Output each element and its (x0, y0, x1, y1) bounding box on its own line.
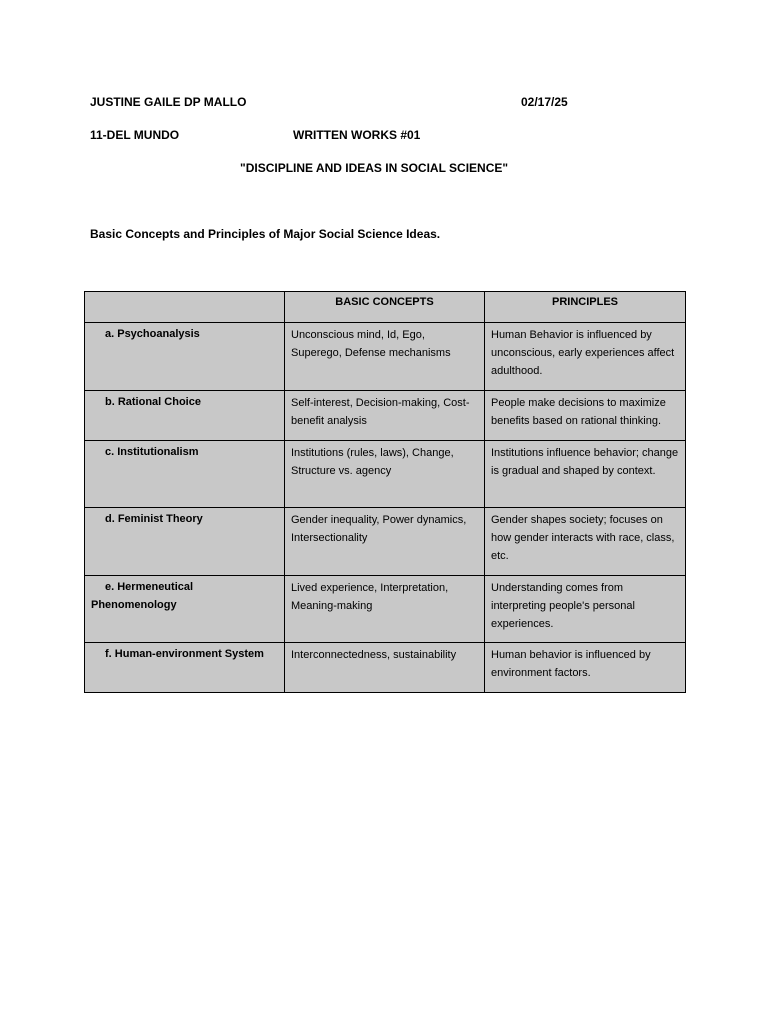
header-cell-principles: PRINCIPLES (485, 292, 686, 323)
principles-cell: People make decisions to maximize benefits based on rational thinking. (485, 391, 686, 441)
concepts-cell: Lived experience, Interpretation, Meaning-making (285, 576, 485, 643)
concepts-cell: Institutions (rules, laws), Change, Structure vs. agency (285, 441, 485, 508)
principles-cell: Human Behavior is influenced by unconscious, early experiences affect adulthood. (485, 323, 686, 391)
idea-label: f. Human-environment System (105, 648, 264, 660)
idea-cell (85, 391, 285, 441)
principles-cell: Institutions influence behavior; change is gradual and shaped by context. (485, 441, 686, 508)
idea-label: d. Feminist Theory (105, 513, 203, 525)
idea-label: b. Rational Choice (105, 396, 201, 408)
concepts-cell: Interconnectedness, sustainability (285, 643, 485, 693)
idea-cell (85, 643, 285, 693)
concepts-table (84, 291, 686, 693)
idea-label: e. Hermeneutical Phenomenology (91, 581, 194, 611)
document-title: "DISCIPLINE AND IDEAS IN SOCIAL SCIENCE" (240, 161, 509, 175)
assignment-label: WRITTEN WORKS #01 (293, 128, 421, 142)
table-row (85, 643, 686, 693)
student-name: JUSTINE GAILE DP MALLO (90, 95, 247, 109)
document-date: 02/17/25 (521, 95, 568, 109)
concepts-cell: Self-interest, Decision-making, Cost-benefit analysis (285, 391, 485, 441)
concepts-cell: Unconscious mind, Id, Ego, Superego, Defense mechanisms (285, 323, 485, 391)
idea-cell (85, 323, 285, 391)
principles-cell: Human behavior is influenced by environment factors. (485, 643, 686, 693)
principles-cell: Understanding comes from interpreting people's personal experiences. (485, 576, 686, 643)
idea-cell (85, 576, 285, 643)
header-cell-basic-concepts: BASIC CONCEPTS (285, 292, 485, 323)
table-row (85, 576, 686, 643)
idea-label: c. Institutionalism (105, 446, 199, 458)
header-cell-idea (85, 292, 285, 323)
principles-cell: Gender shapes society; focuses on how gender interacts with race, class, etc. (485, 508, 686, 576)
table-header-row (85, 292, 686, 323)
concepts-cell: Gender inequality, Power dynamics, Intersectionality (285, 508, 485, 576)
table-row (85, 508, 686, 576)
table-row (85, 391, 686, 441)
class-section: 11-DEL MUNDO (90, 128, 180, 142)
table-row (85, 323, 686, 391)
table-caption: Basic Concepts and Principles of Major Social Science Ideas. (90, 227, 441, 241)
table-row (85, 441, 686, 508)
idea-cell (85, 441, 285, 508)
idea-cell (85, 508, 285, 576)
idea-label: a. Psychoanalysis (105, 328, 200, 340)
